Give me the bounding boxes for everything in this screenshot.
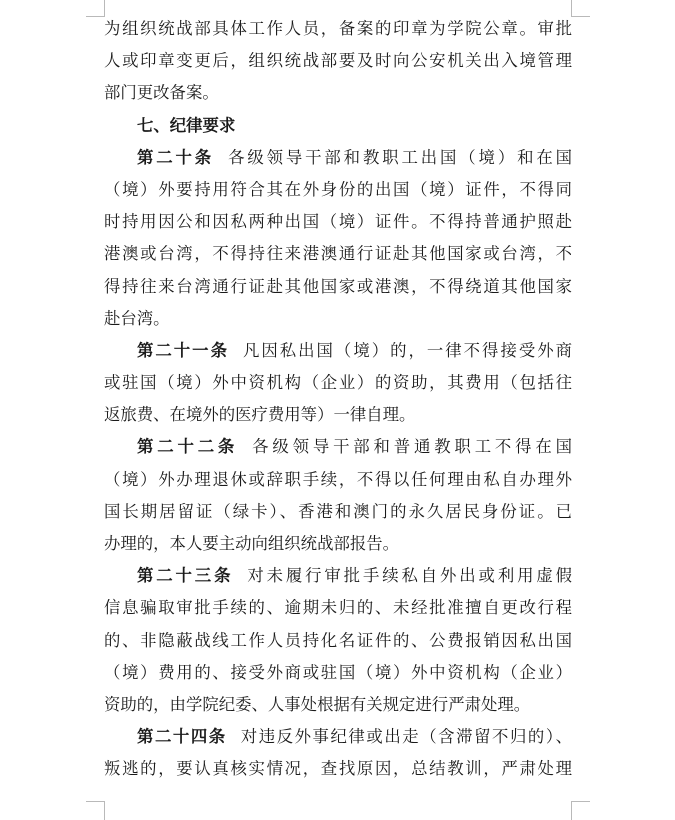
text-line: 人或印章变更后，组织统战部要及时向公安机关出入境管理 bbox=[104, 51, 572, 71]
text-line: 资助的，由学院纪委、人事处根据有关规定进行严肃处理。 bbox=[104, 694, 531, 714]
article-first-line bbox=[104, 431, 572, 463]
section-heading: 七、纪律要求 bbox=[137, 115, 236, 135]
text-span: 各级领导干部和教职工出国（境）和在国 bbox=[228, 147, 573, 167]
text-line: 国长期居留证（绿卡）、香港和澳门的永久居民身份证。已 bbox=[104, 501, 572, 521]
text-line: （境）外要持用符合其在外身份的出国（境）证件，不得同 bbox=[104, 179, 572, 199]
text-line: 得持往来台湾通行证赴其他国家或港澳，不得绕道其他国家 bbox=[104, 276, 572, 296]
article-first-line bbox=[104, 142, 572, 174]
article-first-line bbox=[104, 721, 572, 753]
text-line: 部门更改备案。 bbox=[104, 83, 219, 103]
text-line: 或驻国（境）外中资机构（企业）的资助，其费用（包括往 bbox=[104, 373, 572, 393]
text-line: 为组织统战部具体工作人员，备案的印章为学院公章。审批 bbox=[104, 19, 572, 38]
page-corner-mark-bottom-left bbox=[86, 801, 105, 820]
text-line: （境）费用的、接受外商或驻国（境）外中资机构（企业） bbox=[104, 662, 572, 682]
article-number: 第二十一条 bbox=[137, 340, 229, 360]
page-corner-mark-top-right bbox=[571, 0, 590, 17]
article-number: 第二十条 bbox=[137, 147, 215, 167]
document-body bbox=[104, 13, 572, 786]
article-first-line bbox=[104, 335, 572, 367]
text-line: 的、非隐蔽战线工作人员持化名证件的、公费报销因私出国 bbox=[104, 630, 572, 650]
text-span: 各级领导干部和普通教职工不得在国 bbox=[252, 437, 573, 457]
text-line: 赴台湾。 bbox=[104, 308, 170, 328]
text-line: 办理的，本人要主动向组织统战部报告。 bbox=[104, 534, 400, 553]
article-number: 第二十四条 bbox=[137, 727, 227, 747]
page-corner-mark-top-left bbox=[86, 0, 105, 17]
article-number: 第二十三条 bbox=[137, 566, 234, 586]
text-line: 港澳或台湾，不得持往来港澳通行证赴其他国家或台湾，不 bbox=[104, 244, 572, 264]
text-line: 信息骗取审批手续的、逾期未归的、未经批准擅自更改行程 bbox=[104, 598, 572, 618]
text-span: 凡因私出国（境）的，一律不得接受外商 bbox=[242, 340, 573, 360]
text-span: 对未履行审批手续私自外出或利用虚假 bbox=[247, 566, 573, 586]
article-number: 第二十二条 bbox=[137, 437, 239, 457]
text-line: 叛逃的，要认真核实情况，查找原因，总结教训，严肃处理 bbox=[104, 759, 572, 779]
text-span: 对违反外事纪律或出走（含滞留不归的）、 bbox=[240, 727, 572, 747]
text-line: 返旅费、在境外的医疗费用等）一律自理。 bbox=[104, 405, 416, 425]
text-line: （境）外办理退休或辞职手续，不得以任何理由私自办理外 bbox=[104, 469, 572, 489]
article-first-line bbox=[104, 560, 572, 592]
text-line: 时持用因公和因私两种出国（境）证件。不得持普通护照赴 bbox=[104, 212, 572, 232]
page-corner-mark-bottom-right bbox=[571, 801, 590, 820]
